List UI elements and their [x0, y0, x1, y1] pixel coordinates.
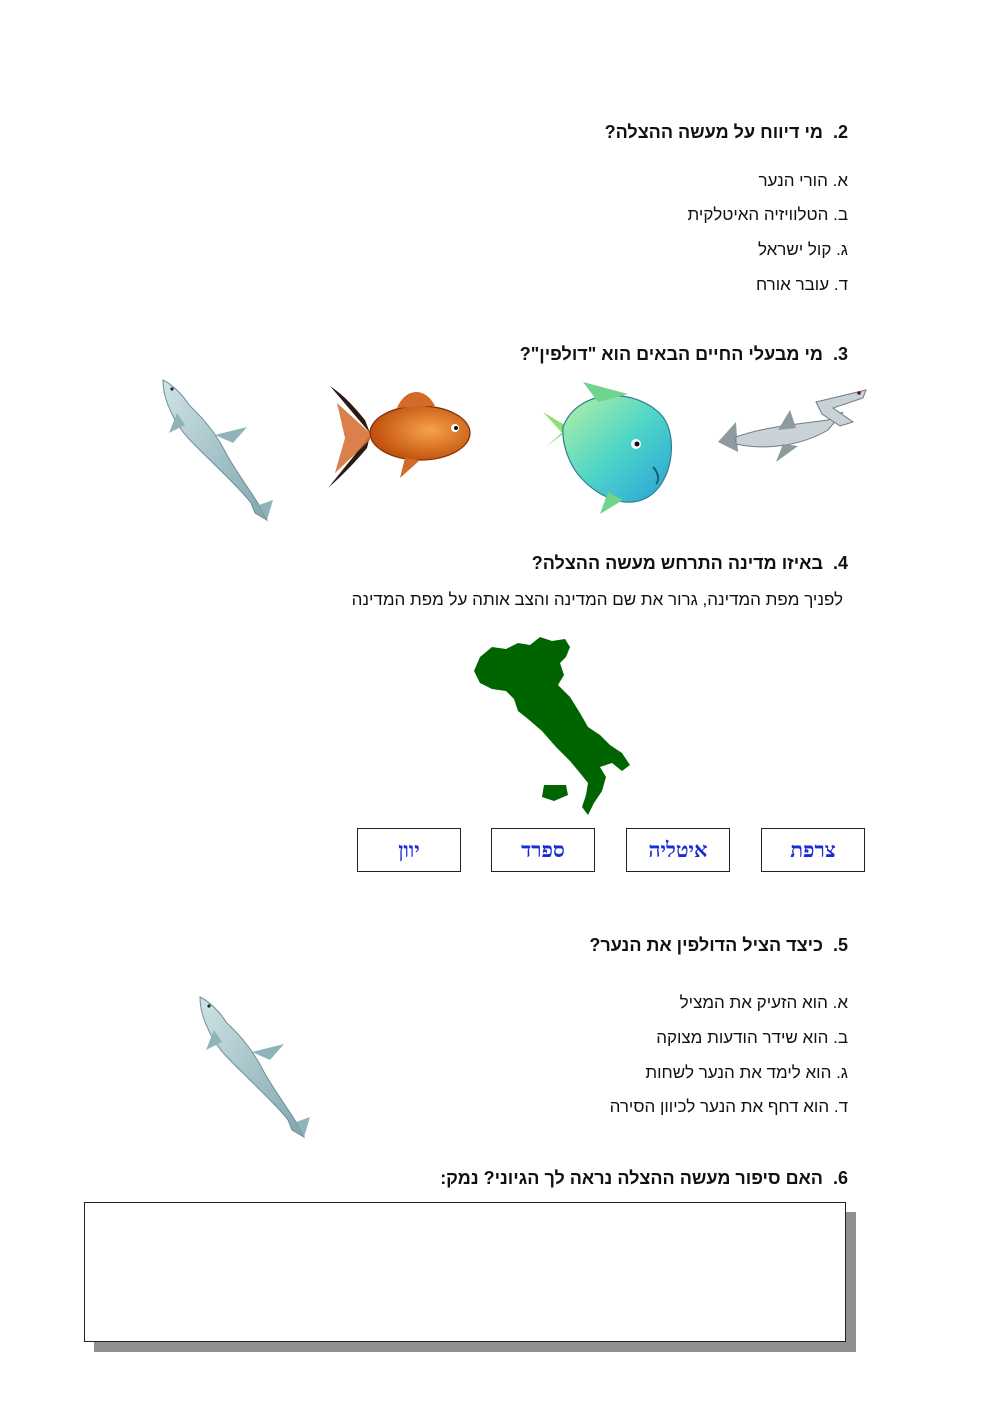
question-text: באיזו מדינה התרחש מעשה ההצלה? [531, 553, 823, 573]
q5-option-b[interactable]: ב. הוא שידר הודעות מצוקה [656, 1028, 848, 1047]
q5-option-d[interactable]: ד. הוא דחף את הנער לכיוון הסירה [609, 1097, 848, 1116]
q5-option-a[interactable]: א. הוא הזעיק את המציל [679, 993, 848, 1012]
question-text: מי מבעלי החיים הבאים הוא "דולפין"? [519, 344, 823, 364]
q2-option-a[interactable]: א. הורי הנער [758, 171, 848, 190]
question-text: האם סיפור מעשה ההצלה נראה לך הגיוני? נמק: [440, 1168, 823, 1188]
country-chip-greece[interactable]: יוון [357, 828, 461, 872]
question-5-title [589, 935, 848, 956]
country-chip-france[interactable]: צרפת [761, 828, 865, 872]
question-number: 5. [832, 935, 848, 955]
parrotfish-choice-image[interactable] [538, 372, 683, 517]
goldfish-choice-image[interactable] [325, 378, 475, 493]
q2-option-c[interactable]: ג. קול ישראל [757, 240, 848, 259]
question-number: 2. [832, 122, 848, 142]
dolphin-choice-image[interactable] [155, 375, 275, 525]
question-4-title [532, 553, 848, 574]
q5-option-c[interactable]: ג. הוא לימד את הנער לשחות [645, 1063, 848, 1082]
question-4-instruction: לפניך מפת המדינה, גרור את שם המדינה והצב אותה על מפת המדינה [351, 590, 843, 609]
hammerhead-shark-choice-image[interactable] [718, 382, 868, 472]
answer-box [84, 1202, 846, 1342]
question-number: 6. [832, 1168, 848, 1188]
country-chip-spain[interactable]: ספרד [491, 828, 595, 872]
question-3-title [520, 344, 848, 365]
dolphin-illustration [192, 992, 312, 1142]
question-2-title [605, 122, 848, 143]
q2-option-b[interactable]: ב. הטלוויזיה האיטלקית [687, 205, 848, 224]
q2-option-d[interactable]: ד. עובר אורח [755, 275, 848, 294]
italy-map-drop-target[interactable] [470, 635, 635, 820]
question-6-title [440, 1168, 848, 1189]
question-number: 4. [832, 553, 848, 573]
question-number: 3. [832, 344, 848, 364]
question-text: כיצד הציל הדולפין את הנער? [589, 935, 823, 955]
question-text: מי דיווח על מעשה ההצלה? [604, 122, 823, 142]
country-chip-italy[interactable]: איטליה [626, 828, 730, 872]
answer-textarea[interactable] [85, 1203, 845, 1341]
